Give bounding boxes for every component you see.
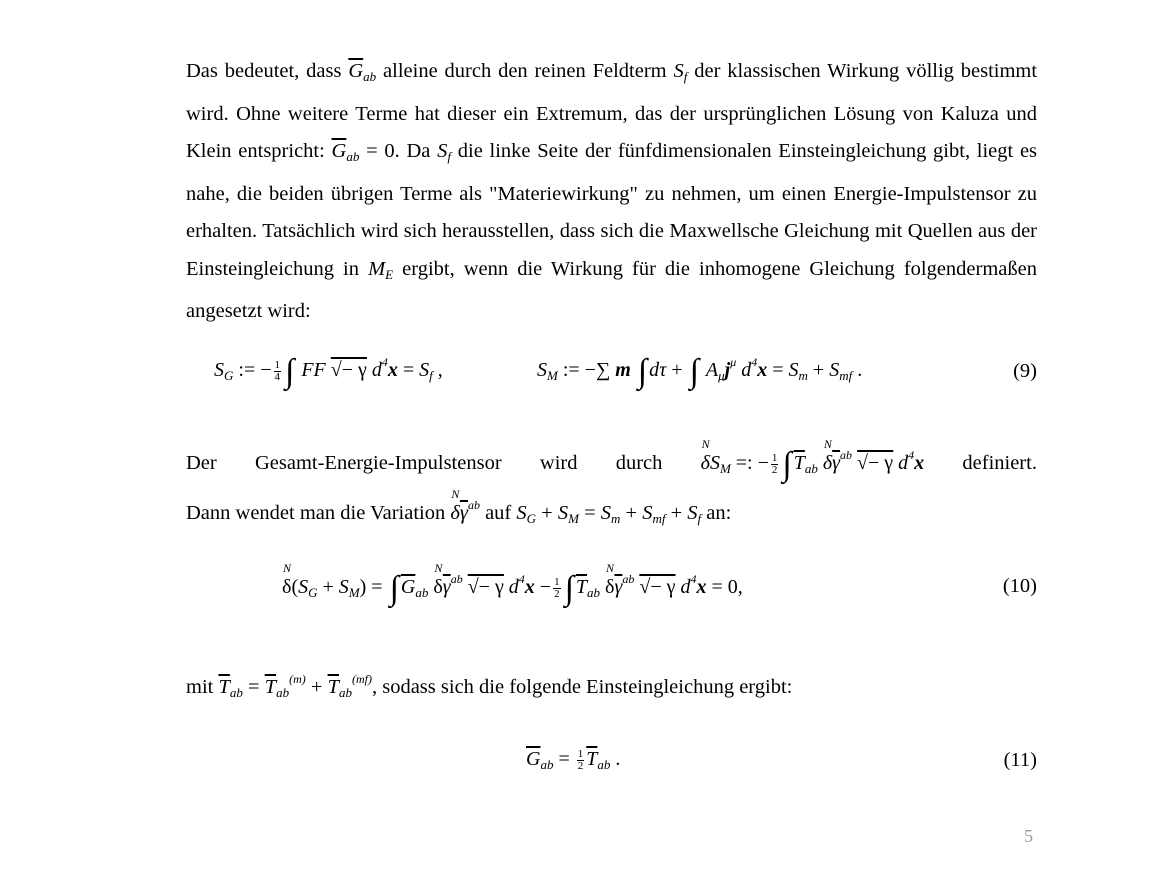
math-t-ab: $\overline{T}_{ab} = \overline{T}_{ab}^{(m)} + \overline{T}_{ab}^{(mf)}$: [218, 672, 372, 700]
math-s-f-2: $S_f$: [437, 140, 452, 164]
paragraph-energy-tensor: Der Gesamt-Energie-Impulstensor wird durch δ N $S_M$ =: − $\frac{1}{2}$ ∫ $\overline{T}_{ab}$ δ N $\overline{\gamma}^{ab}$ √− γ $d^4x$ definiert.: [186, 437, 1037, 483]
page-number: 5: [1024, 826, 1033, 846]
equation-9: $S_G$ := − $\frac{1}{4}$ ∫ FF √− γ $d^4x = S_f$ ,: [214, 353, 443, 390]
paragraph-mit: mit $\overline{T}_{ab} = \overline{T}_{ab}^{(m)} + \overline{T}_{ab}^{(mf)}$, sodass sich die folgende Einsteingleichung ergibt:: [186, 672, 793, 700]
math-delta-gamma: δ N $\overline{\gamma}^{ab}$: [450, 487, 480, 524]
equation-number-10: (10): [1002, 575, 1037, 597]
math-g-ab-zero: $\overline{G}_{ab} = 0$: [331, 140, 395, 164]
math-action-sum: $S_G + S_M = S_m + S_{mf} + S_f$: [516, 502, 702, 526]
math-m-e: $M_E$: [368, 257, 394, 282]
math-s-f: $S_f$: [673, 60, 688, 84]
paragraph-variation: Dann wendet man die Variation δ N $\overline{\gamma}^{ab}$ auf $S_G + S_M = S_m + S_{mf} + S_f$ an:: [186, 487, 732, 526]
equation-10: δ N $(S_G + S_M)$ = ∫ $\overline{G}_{ab}$ δ N $\overline{\gamma}^{ab}$ √− γ $d^4x$ − $\frac{1}{2}$ ∫ $\overline{T}_{ab}$ δ N $\overline{\gamma}^{ab}$ √− γ $d^4x = 0$,: [282, 561, 743, 607]
equation-11: $\overline{G}_{ab}$ = $\frac{1}{2}$ $\overline{T}_{ab}$ .: [526, 747, 621, 772]
equation-number-11: (11): [1003, 749, 1037, 771]
equation-number-9: (9): [1013, 360, 1037, 382]
math-delta-sm: δ N $S_M$ =: − $\frac{1}{2}$ ∫ $\overline{T}_{ab}$ δ N $\overline{\gamma}^{ab}$ √− γ $d^4x$: [700, 437, 925, 483]
equation-9-right: $S_M$ := −∑ m ∫ dτ + ∫ $A_\mu j^\mu$ $d^4x = S_m + S_{mf}$ .: [537, 353, 863, 390]
math-g-ab: $\overline{G}_{ab}$: [348, 60, 377, 84]
paragraph-intro: Das bedeutet, dass $\overline{G}_{ab}$ alleine durch den reinen Feldterm $S_f$ der klassischen Wirkung völlig bestimmt wird. Ohne weitere Terme hat dieser ein Extremum, das der ursprünglichen Lösung von Kaluza und Klein entspricht: $\overline{G}_{ab} = 0$. Da $S_f$ die linke Seite der fünfdimensionalen Einsteingleichung gibt, liegt es nahe, die beiden übrigen Terme als "Materiewirkung" zu nehmen, um einen Energie-Impulstensor zu erhalten. Tatsächlich wird sich herausstellen, dass sich die Maxwellsche Gleichung mit Quellen aus der Einsteingleichung in $M_E$ ergibt, wenn die Wirkung für die inhomogene Gleichung folgendermaßen angesetzt wird:: [186, 60, 1038, 322]
